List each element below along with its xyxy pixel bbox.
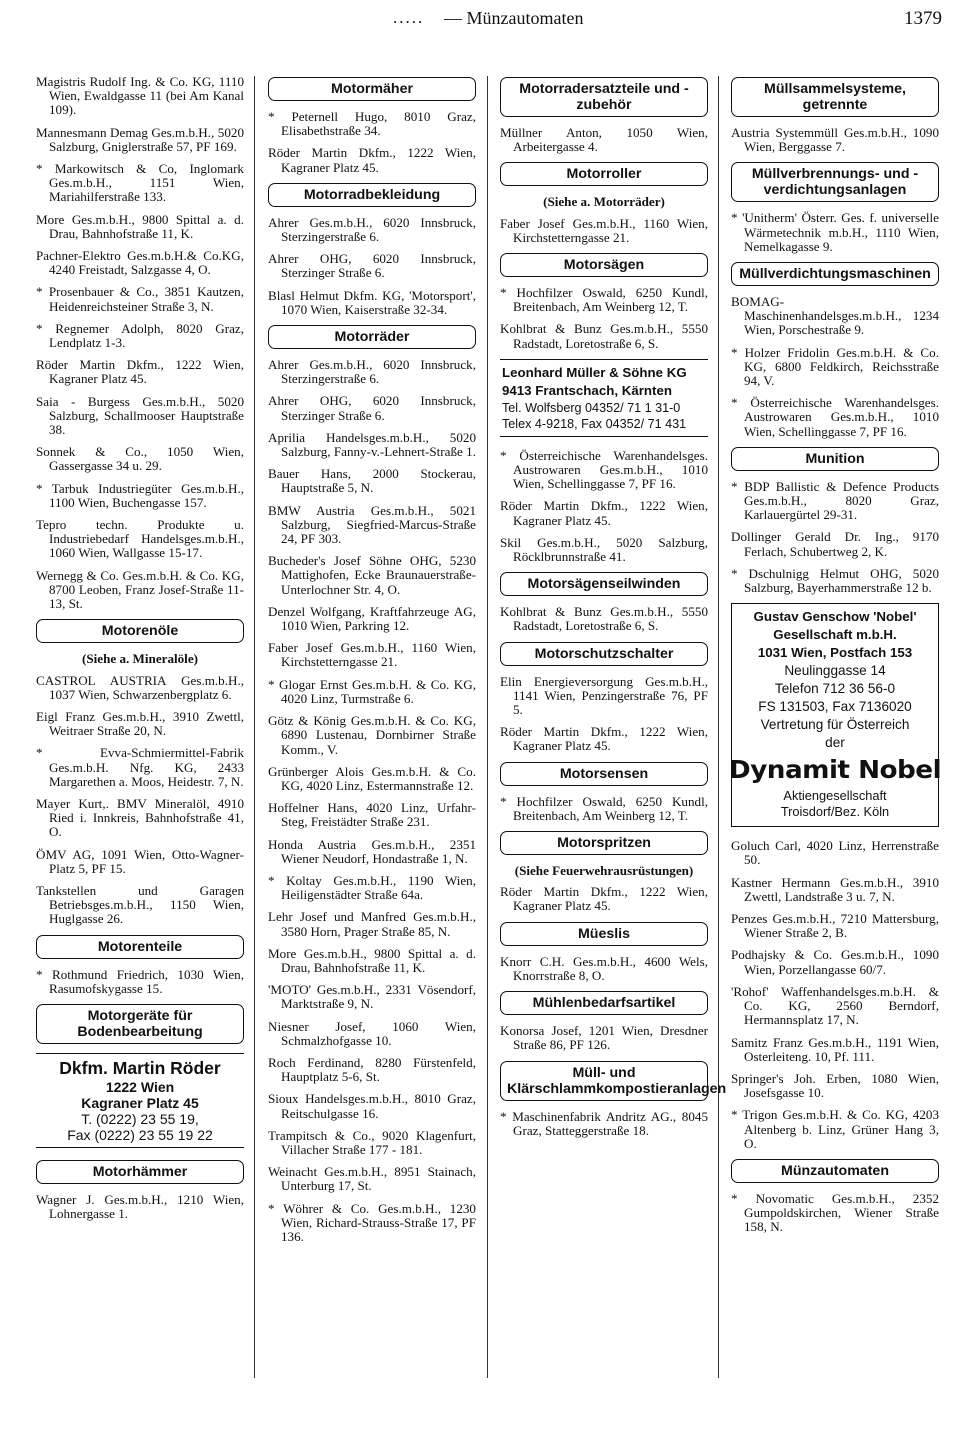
directory-entry: Aprilia Handelsges.m.b.H., 5020 Salzburg, Fanny-v.-Lehnert-Straße 1. bbox=[268, 429, 476, 460]
directory-entry: Grünberger Alois Ges.m.b.H. & Co. KG, 4020 Linz, Estermannstraße 12. bbox=[268, 763, 476, 793]
directory-entry: Kohlbrat & Bunz Ges.m.b.H., 5550 Radstadt, Loretostraße 6, S. bbox=[500, 604, 708, 634]
ad-telex: Telex 4-9218, Fax 04352/ 71 431 bbox=[502, 416, 687, 431]
directory-entry: * Tarbuk Industriegüter Ges.m.b.H., 1100 Wien, Buchengasse 157. bbox=[36, 482, 244, 510]
page-number: 1379 bbox=[904, 8, 942, 29]
directory-entry: Faber Josef Ges.m.b.H., 1160 Wien, Kirchstetterngasse 21. bbox=[268, 640, 476, 670]
directory-entry: Bucheder's Josef Söhne OHG, 5230 Mattighofen, Ecke Braunauerstraße-Unterlochner Str. 4, O. bbox=[268, 553, 476, 597]
ad-street: Neulinggasse 14 bbox=[784, 663, 886, 679]
directory-entry: ÖMV AG, 1091 Wien, Otto-Wagner-Platz 5, PF 15. bbox=[36, 846, 244, 876]
advertisement-dynamit-nobel bbox=[728, 603, 942, 827]
directory-entry: * Koltay Ges.m.b.H., 1190 Wien, Heiligenstädter Straße 64a. bbox=[268, 874, 476, 902]
directory-entry: * 'Unitherm' Österr. Ges. f. universelle Wärmetechnik m.b.H., 1110 Wien, Nemelkagasse 9. bbox=[731, 211, 939, 254]
directory-entry: Niesner Josef, 1060 Wien, Schmalzhofgasse 10. bbox=[268, 1018, 476, 1048]
directory-entry: Ahrer Ges.m.b.H., 6020 Innsbruck, Sterzingerstraße 6. bbox=[268, 214, 476, 245]
ad-street: Kagraner Platz 45 bbox=[81, 1094, 199, 1111]
section-heading-motorenteile: Motorenteile bbox=[36, 935, 244, 959]
advertisement-mueller bbox=[500, 359, 708, 437]
section-heading-motorsaegenseilwinden: Motorsägenseilwinden bbox=[500, 572, 708, 596]
directory-entry: Götz & König Ges.m.b.H. & Co. KG, 6890 Lustenau, Dornbirner Straße Komm., V. bbox=[268, 713, 476, 757]
directory-entry: Mannesmann Demag Ges.m.b.H., 5020 Salzburg, Gniglerstraße 57, PF 169. bbox=[36, 124, 244, 154]
directory-entry: Springer's Joh. Erben, 1080 Wien, Josefsgasse 10. bbox=[731, 1070, 939, 1101]
section-heading-motorradersatzteile: Motorradersatzteile und -zubehör bbox=[500, 77, 708, 117]
ad-company-form: Gesellschaft m.b.H. bbox=[773, 627, 897, 643]
section-heading-muellverbrennung: Müllverbrennungs- und -verdichtungsanlagen bbox=[731, 162, 939, 202]
directory-entry: Pachner-Elektro Ges.m.b.H.& Co.KG, 4240 Freistadt, Salzgasse 4, O. bbox=[36, 248, 244, 278]
directory-entry: Trampitsch & Co., 9020 Klagenfurt, Villacher Straße 177 - 181. bbox=[268, 1127, 476, 1157]
directory-entry: * Österreichische Warenhandelsges. Austrowaren Ges.m.b.H., 1010 Wien, Schellinggasse 7, PF 16. bbox=[500, 449, 708, 492]
directory-entry: 'MOTO' Ges.m.b.H., 2331 Vösendorf, Marktstraße 9, N. bbox=[268, 982, 476, 1012]
column-rule bbox=[718, 76, 719, 1378]
running-title: — Münzautomaten bbox=[444, 8, 584, 28]
directory-entry: Skil Ges.m.b.H., 5020 Salzburg, Röcklbrunnstraße 41. bbox=[500, 534, 708, 565]
directory-entry: * Evva-Schmiermittel-Fabrik Ges.m.b.H. Nfg. KG, 2433 Margarethen a. Moos, Heidestr. 7, N. bbox=[36, 746, 244, 789]
directory-entry: Elin Energieversorgung Ges.m.b.H., 1141 Wien, Penzingerstraße 76, PF 5. bbox=[500, 673, 708, 718]
directory-entry: * Hochfilzer Oswald, 6250 Kundl, Breitenbach, Am Weinberg 12, T. bbox=[500, 795, 708, 823]
directory-entry: Goluch Carl, 4020 Linz, Herrenstraße 50. bbox=[731, 838, 939, 868]
directory-entry: BOMAG-Maschinenhandelsges.m.b.H., 1234 Wien, Porschestraße 9. bbox=[731, 294, 939, 338]
directory-entry: Faber Josef Ges.m.b.H., 1160 Wien, Kirchstetterngasse 21. bbox=[500, 215, 708, 245]
directory-entry: * Holzer Fridolin Ges.m.b.H. & Co. KG, 6800 Feldkirch, Reichsstraße 94, V. bbox=[731, 346, 939, 389]
directory-entry: Magistris Rudolf Ing. & Co. KG, 1110 Wien, Ewaldgasse 11 (bei Am Kanal 109). bbox=[36, 74, 244, 118]
column-2 bbox=[268, 75, 476, 1252]
section-heading-motorraeder: Motorräder bbox=[268, 325, 476, 349]
section-heading-muehlenbedarf: Mühlenbedarfsartikel bbox=[500, 991, 708, 1015]
ad-city: 1222 Wien bbox=[105, 1078, 175, 1095]
ad-of: der bbox=[825, 735, 845, 751]
dynamit-nobel-logo: Dynamit Nobel bbox=[728, 755, 942, 785]
section-heading-munition: Munition bbox=[731, 447, 939, 471]
ad-fax: FS 131503, Fax 7136020 bbox=[758, 699, 912, 715]
directory-entry: * Regnemer Adolph, 8020 Graz, Lendplatz 1-3. bbox=[36, 322, 244, 350]
directory-entry: Mayer Kurt,. BMV Mineralöl, 4910 Ried i. Innkreis, Bahnhofstraße 41, O. bbox=[36, 795, 244, 840]
section-heading-muellklaer: Müll- und Klärschlammkompostieranlagen bbox=[500, 1061, 708, 1101]
column-1 bbox=[36, 75, 244, 1229]
ad-fax: Fax (0222) 23 55 19 22 bbox=[67, 1126, 213, 1143]
directory-entry: Ahrer Ges.m.b.H., 6020 Innsbruck, Sterzingerstraße 6. bbox=[268, 357, 476, 387]
directory-entry: * Trigon Ges.m.b.H. & Co. KG, 4203 Altenberg b. Linz, Grüner Hang 3, O. bbox=[731, 1108, 939, 1151]
section-heading-motorenoele: Motorenöle bbox=[36, 619, 244, 643]
directory-entry: Knorr C.H. Ges.m.b.H., 4600 Wels, Knorrstraße 8, O. bbox=[500, 953, 708, 983]
directory-entry: * Dschulnigg Helmut OHG, 5020 Salzburg, Bayerhammerstraße 12 b. bbox=[731, 567, 939, 595]
directory-entry: Ahrer OHG, 6020 Innsbruck, Sterzinger Straße 6. bbox=[268, 393, 476, 423]
directory-entry: * Maschinenfabrik Andritz AG., 8045 Graz, Statteggerstraße 18. bbox=[500, 1110, 708, 1138]
directory-entry: Tepro techn. Produkte u. Industriebedarf Handelsges.m.b.H., 1060 Wien, Wallgasse 15-17. bbox=[36, 517, 244, 561]
section-heading-muellverdichtung: Müllverdichtungsmaschinen bbox=[731, 262, 939, 286]
directory-entry: Röder Martin Dkfm., 1222 Wien, Kagraner Platz 45. bbox=[500, 724, 708, 754]
section-heading-motorradbekleidung: Motorradbekleidung bbox=[268, 183, 476, 207]
section-heading-motorgeraete: Motorgeräte für Bodenbearbeitung bbox=[36, 1004, 244, 1044]
ad-postbox: 1031 Wien, Postfach 153 bbox=[757, 645, 913, 661]
directory-entry: * Wöhrer & Co. Ges.m.b.H., 1230 Wien, Richard-Strauss-Straße 17, PF 136. bbox=[268, 1202, 476, 1245]
see-also-note: (Siehe a. Motorräder) bbox=[543, 194, 665, 210]
section-heading-motorspritzen: Motorspritzen bbox=[500, 831, 708, 855]
directory-entry: Röder Martin Dkfm., 1222 Wien, Kagraner Platz 45. bbox=[268, 145, 476, 175]
directory-entry: Blasl Helmut Dkfm. KG, 'Motorsport', 1070 Wien, Kaiserstraße 32-34. bbox=[268, 287, 476, 317]
directory-entry: * Rothmund Friedrich, 1030 Wien, Rasumofskygasse 15. bbox=[36, 968, 244, 996]
directory-entry: Dollinger Gerald Dr. Ing., 9170 Ferlach, Schubertweg 2, K. bbox=[731, 529, 939, 559]
ad-company-name: Dkfm. Martin Röder bbox=[59, 1057, 221, 1078]
section-heading-mueslis: Müeslis bbox=[500, 922, 708, 946]
directory-entry: Honda Austria Ges.m.b.H., 2351 Wiener Neudorf, Hondastraße 1, N. bbox=[268, 836, 476, 866]
directory-entry: Ahrer OHG, 6020 Innsbruck, Sterzinger Straße 6. bbox=[268, 251, 476, 281]
section-heading-motormaeher: Motormäher bbox=[268, 77, 476, 101]
directory-entry: * Novomatic Ges.m.b.H., 2352 Gumpoldskirchen, Wiener Straße 158, N. bbox=[731, 1192, 939, 1235]
directory-entry: Kastner Hermann Ges.m.b.H., 3910 Zwettl, Landstraße 3 u. 7, N. bbox=[731, 874, 939, 904]
directory-entry: BMW Austria Ges.m.b.H., 5021 Salzburg, Siegfried-Marcus-Straße 24, PF 303. bbox=[268, 502, 476, 547]
directory-entry: Wernegg & Co. Ges.m.b.H. & Co. KG, 8700 Leoben, Franz Josef-Straße 11-13, St. bbox=[36, 567, 244, 612]
column-rule bbox=[254, 76, 255, 1378]
directory-entry: Röder Martin Dkfm., 1222 Wien, Kagraner Platz 45. bbox=[36, 357, 244, 387]
header-dots: ..... bbox=[393, 8, 425, 27]
directory-entry: Roch Ferdinand, 8280 Fürstenfeld, Hauptplatz 5-6, St. bbox=[268, 1054, 476, 1085]
ad-company-name: Leonhard Müller & Söhne KG bbox=[502, 364, 687, 380]
section-heading-motorroller: Motorroller bbox=[500, 162, 708, 186]
column-4 bbox=[728, 75, 942, 1243]
directory-entry: Wagner J. Ges.m.b.H., 1210 Wien, Lohnergasse 1. bbox=[36, 1191, 244, 1222]
directory-entry: Podhajsky & Co. Ges.m.b.H., 1090 Wien, Porzellangasse 60/7. bbox=[731, 947, 939, 977]
ad-representation: Vertretung für Österreich bbox=[760, 717, 910, 733]
directory-entry: Bauer Hans, 2000 Stockerau, Hauptstraße 5, N. bbox=[268, 466, 476, 496]
section-heading-muellsammel: Müllsammelsysteme, getrennte bbox=[731, 77, 939, 117]
see-also-note: (Siehe Feuerwehrausrüstungen) bbox=[514, 863, 694, 879]
section-heading-motorsensen: Motorsensen bbox=[500, 762, 708, 786]
ad-phone: Telefon 712 36 56-0 bbox=[774, 681, 896, 697]
column-3 bbox=[500, 75, 727, 1146]
directory-entry: Kohlbrat & Bunz Ges.m.b.H., 5550 Radstadt, Loretostraße 6, S. bbox=[500, 321, 708, 351]
directory-entry: Sonnek & Co., 1050 Wien, Gassergasse 34 u. 29. bbox=[36, 444, 244, 474]
directory-entry: Müllner Anton, 1050 Wien, Arbeitergasse 4. bbox=[500, 125, 708, 155]
directory-entry: Konorsa Josef, 1201 Wien, Dresdner Straße 86, PF 126. bbox=[500, 1023, 708, 1053]
directory-entry: Röder Martin Dkfm., 1222 Wien, Kagraner Platz 45. bbox=[500, 498, 708, 528]
directory-entry: Tankstellen und Garagen Betriebsges.m.b.H., 1150 Wien, Huglgasse 26. bbox=[36, 882, 244, 927]
section-heading-motorhaemmer: Motorhämmer bbox=[36, 1160, 244, 1184]
ad-company-name: Gustav Genschow 'Nobel' bbox=[753, 609, 917, 625]
directory-entry: Röder Martin Dkfm., 1222 Wien, Kagraner Platz 45. bbox=[500, 884, 708, 914]
page-header bbox=[0, 8, 972, 34]
ad-corp-form: Aktiengesellschaft bbox=[783, 788, 887, 804]
ad-phone: T. (0222) 23 55 19, bbox=[81, 1110, 199, 1127]
section-heading-motorschutzschalter: Motorschutzschalter bbox=[500, 642, 708, 666]
directory-entry: * Österreichische Warenhandelsges. Austrowaren Ges.m.b.H., 1010 Wien, Schellinggasse 7, PF 16. bbox=[731, 396, 939, 439]
ad-city: 9413 Frantschach, Kärnten bbox=[502, 382, 672, 398]
directory-entry: More Ges.m.b.H., 9800 Spittal a. d. Drau, Bahnhofstraße 11, K. bbox=[36, 211, 244, 241]
directory-entry: Denzel Wolfgang, Kraftfahrzeuge AG, 1010 Wien, Parkring 12. bbox=[268, 603, 476, 634]
directory-entry: Eigl Franz Ges.m.b.H., 3910 Zwettl, Weitraer Straße 20, N. bbox=[36, 708, 244, 739]
directory-entry: * Prosenbauer & Co., 3851 Kautzen, Heidenreichsteiner Straße 3, N. bbox=[36, 285, 244, 313]
ad-phone: Tel. Wolfsberg 04352/ 71 1 31-0 bbox=[502, 400, 681, 415]
directory-entry: Weinacht Ges.m.b.H., 8951 Stainach, Unterburg 17, St. bbox=[268, 1164, 476, 1194]
section-heading-motorsaegen: Motorsägen bbox=[500, 253, 708, 277]
ad-corp-city: Troisdorf/Bez. Köln bbox=[780, 804, 890, 820]
section-heading-muenzautomaten: Münzautomaten bbox=[731, 1159, 939, 1183]
directory-entry: * Hochfilzer Oswald, 6250 Kundl, Breitenbach, Am Weinberg 12, T. bbox=[500, 286, 708, 314]
directory-entry: * Markowitsch & Co, Inglomark Ges.m.b.H., 1151 Wien, Mariahilferstraße 133. bbox=[36, 162, 244, 205]
directory-entry: Penzes Ges.m.b.H., 7210 Mattersburg, Wiener Straße 2, B. bbox=[731, 911, 939, 941]
directory-entry: Sioux Handelsges.m.b.H., 8010 Graz, Reitschulgasse 16. bbox=[268, 1091, 476, 1121]
directory-entry: Lehr Josef und Manfred Ges.m.b.H., 3580 Horn, Prager Straße 85, N. bbox=[268, 909, 476, 939]
directory-entry: * BDP Ballistic & Defence Products Ges.m.b.H., 8020 Graz, Karlauergürtel 29-31. bbox=[731, 480, 939, 523]
directory-entry: Hoffelner Hans, 4020 Linz, Urfahr-Steg, Freistädter Straße 231. bbox=[268, 800, 476, 830]
directory-entry: * Glogar Ernst Ges.m.b.H. & Co. KG, 4020 Linz, Turmstraße 6. bbox=[268, 678, 476, 706]
directory-entry: CASTROL AUSTRIA Ges.m.b.H., 1037 Wien, Schwarzenbergplatz 6. bbox=[36, 672, 244, 702]
see-also-note: (Siehe a. Mineralöle) bbox=[82, 651, 198, 667]
directory-entry: More Ges.m.b.H., 9800 Spittal a. d. Drau, Bahnhofstraße 11, K. bbox=[268, 945, 476, 975]
directory-entry: Austria Systemmüll Ges.m.b.H., 1090 Wien, Berggasse 7. bbox=[731, 125, 939, 155]
directory-entry: * Peternell Hugo, 8010 Graz, Elisabethstraße 34. bbox=[268, 110, 476, 138]
column-rule bbox=[487, 76, 488, 1378]
advertisement-roeder bbox=[36, 1053, 244, 1148]
directory-entry: Samitz Franz Ges.m.b.H., 1191 Wien, Osterleiteng. 10, Pf. 111. bbox=[731, 1034, 939, 1064]
directory-entry: Saia - Burgess Ges.m.b.H., 5020 Salzburg, Schallmooser Hauptstraße 38. bbox=[36, 393, 244, 438]
directory-entry: 'Rohof' Waffenhandelsges.m.b.H. & Co. KG, 2560 Berndorf, Hermannsplatz 17, N. bbox=[731, 983, 939, 1028]
